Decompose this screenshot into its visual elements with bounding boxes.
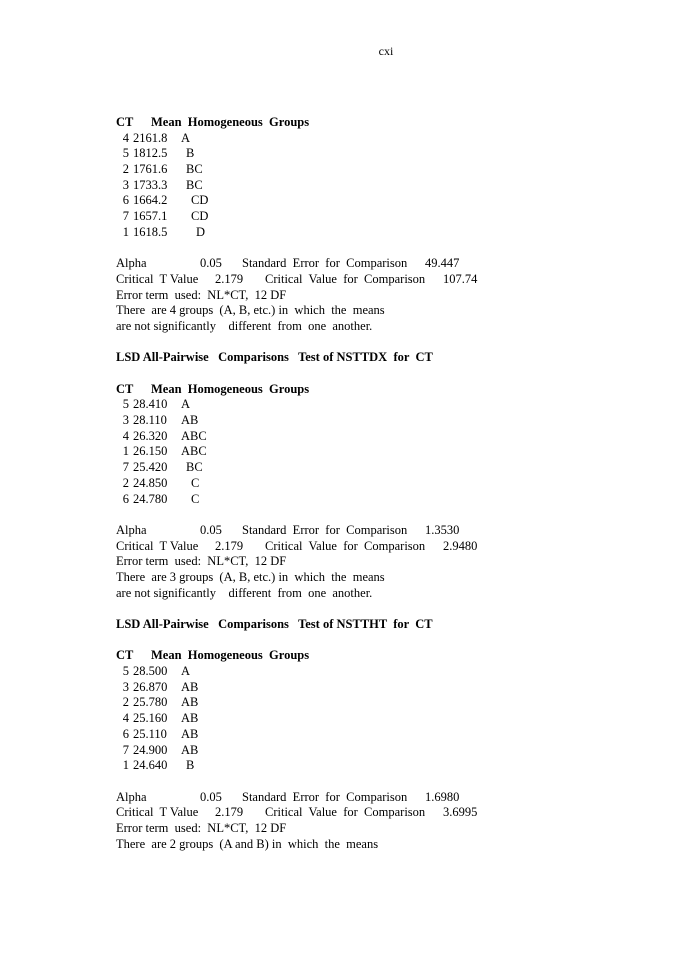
row-mean: 2161.8: [133, 130, 168, 145]
row-group: AB: [181, 711, 199, 726]
alpha-label: Alpha: [116, 256, 147, 271]
critical-t-value: 2.179: [215, 805, 244, 820]
se-value: 49.447: [425, 256, 460, 271]
header-ct: CT: [116, 648, 134, 663]
row-mean: 24.850: [133, 475, 168, 490]
row-mean: 25.110: [133, 726, 167, 741]
table-header: [116, 115, 636, 131]
row-mean: 28.500: [133, 664, 168, 679]
se-label: Standard Error for Comparison: [242, 789, 408, 804]
header-rest: Mean Homogeneous Groups: [151, 381, 310, 396]
row-ct: 5: [122, 397, 129, 412]
row-ct: 7: [122, 742, 129, 757]
row-group: C: [191, 475, 200, 490]
alpha-label: Alpha: [116, 522, 147, 537]
section-title: LSD All-Pairwise Comparisons Test of NSTTHT for CT: [116, 617, 433, 631]
row-mean: 1618.5: [133, 224, 168, 239]
header-ct: CT: [116, 381, 134, 396]
row-ct: 6: [122, 193, 129, 208]
table-row: [116, 711, 636, 727]
table-row: [116, 146, 636, 162]
row-mean: 1733.3: [133, 177, 168, 192]
alpha-row: [116, 256, 636, 272]
row-group: C: [191, 491, 200, 506]
table-row: [116, 429, 636, 445]
section-ct-groups-1: [116, 115, 636, 335]
header-rest: Mean Homogeneous Groups: [151, 648, 310, 663]
row-ct: 2: [122, 475, 129, 490]
stats-block: [116, 523, 636, 601]
row-mean: 25.160: [133, 711, 168, 726]
row-group: B: [186, 758, 195, 773]
error-term: Error term used: NL*CT, 12 DF: [116, 820, 287, 835]
table-row: [116, 444, 636, 460]
groups-note: There are 4 groups (A, B, etc.) in which the means: [116, 303, 385, 318]
row-ct: 6: [122, 726, 129, 741]
critical-t-label: Critical T Value: [116, 538, 199, 553]
groups-note-cont: are not significantly different from one another.: [116, 585, 373, 600]
row-group: CD: [191, 209, 209, 224]
alpha-row: [116, 523, 636, 539]
row-group: ABC: [181, 444, 207, 459]
row-group: BC: [186, 162, 203, 177]
groups-note-cont: are not significantly different from one another.: [116, 318, 373, 333]
stats-block: [116, 790, 636, 853]
means-table: [116, 397, 636, 507]
table-row: [116, 413, 636, 429]
row-ct: 7: [122, 460, 129, 475]
table-row: [116, 476, 636, 492]
row-group: AB: [181, 679, 199, 694]
row-ct: 4: [122, 711, 129, 726]
row-group: BC: [186, 460, 203, 475]
means-table: [116, 131, 636, 241]
section-nsttdx: [116, 350, 636, 601]
critical-value: 2.9480: [443, 538, 478, 553]
row-ct: 3: [122, 177, 129, 192]
table-row: [116, 743, 636, 759]
row-group: AB: [181, 742, 199, 757]
critical-t-value: 2.179: [215, 271, 244, 286]
row-mean: 1761.6: [133, 162, 168, 177]
row-group: ABC: [181, 428, 207, 443]
table-row: [116, 209, 636, 225]
row-ct: 3: [122, 413, 129, 428]
page-number: cxi: [378, 44, 394, 58]
table-header: [116, 382, 636, 398]
critical-t-label: Critical T Value: [116, 271, 199, 286]
means-table: [116, 664, 636, 774]
critical-t-value: 2.179: [215, 538, 244, 553]
alpha-value: 0.05: [200, 789, 222, 804]
row-ct: 2: [122, 162, 129, 177]
row-group: B: [186, 146, 195, 161]
se-value: 1.6980: [425, 789, 460, 804]
row-ct: 2: [122, 695, 129, 710]
table-row: [116, 727, 636, 743]
critical-row: [116, 272, 636, 288]
table-row: [116, 131, 636, 147]
row-mean: 25.780: [133, 695, 168, 710]
critical-value: 3.6995: [443, 805, 478, 820]
table-row: [116, 397, 636, 413]
row-mean: 24.780: [133, 491, 168, 506]
critical-row: [116, 805, 636, 821]
row-group: A: [181, 664, 191, 679]
critical-row: [116, 539, 636, 555]
header-ct: CT: [116, 115, 134, 129]
row-ct: 1: [122, 444, 129, 459]
row-mean: 26.150: [133, 444, 168, 459]
table-row: [116, 162, 636, 178]
table-row: [116, 758, 636, 774]
row-group: BC: [186, 177, 203, 192]
row-mean: 26.320: [133, 428, 168, 443]
row-ct: 4: [122, 130, 129, 145]
row-mean: 28.110: [133, 413, 167, 428]
row-mean: 28.410: [133, 397, 168, 412]
row-mean: 24.640: [133, 758, 168, 773]
se-value: 1.3530: [425, 522, 460, 537]
table-row: [116, 664, 636, 680]
groups-note: There are 3 groups (A, B, etc.) in which the means: [116, 569, 385, 584]
table-row: [116, 193, 636, 209]
row-group: A: [181, 130, 191, 145]
section-title: LSD All-Pairwise Comparisons Test of NSTTDX for CT: [116, 350, 433, 365]
row-group: AB: [181, 413, 199, 428]
row-ct: 4: [122, 428, 129, 443]
error-term: Error term used: NL*CT, 12 DF: [116, 287, 287, 302]
row-ct: 6: [122, 491, 129, 506]
alpha-row: [116, 790, 636, 806]
row-mean: 1657.1: [133, 209, 168, 224]
alpha-value: 0.05: [200, 256, 222, 271]
document-body: [116, 115, 636, 852]
error-term: Error term used: NL*CT, 12 DF: [116, 554, 287, 569]
table-header: [116, 648, 636, 664]
critical-value-label: Critical Value for Comparison: [265, 538, 426, 553]
table-row: [116, 695, 636, 711]
critical-value: 107.74: [443, 271, 478, 286]
critical-value-label: Critical Value for Comparison: [265, 271, 426, 286]
row-mean: 26.870: [133, 679, 168, 694]
row-group: D: [196, 224, 206, 239]
row-ct: 3: [122, 679, 129, 694]
table-row: [116, 460, 636, 476]
alpha-value: 0.05: [200, 522, 222, 537]
row-mean: 1664.2: [133, 193, 168, 208]
row-group: CD: [191, 193, 209, 208]
row-ct: 7: [122, 209, 129, 224]
row-mean: 24.900: [133, 742, 168, 757]
row-group: AB: [181, 695, 199, 710]
row-mean: 1812.5: [133, 146, 168, 161]
row-group: A: [181, 397, 191, 412]
row-group: AB: [181, 726, 199, 741]
row-ct: 1: [122, 758, 129, 773]
alpha-label: Alpha: [116, 789, 147, 804]
row-ct: 5: [122, 664, 129, 679]
stats-block: [116, 256, 636, 334]
header-rest: Mean Homogeneous Groups: [151, 115, 310, 129]
groups-note: There are 2 groups (A and B) in which the means: [116, 836, 379, 851]
table-row: [116, 178, 636, 194]
critical-value-label: Critical Value for Comparison: [265, 805, 426, 820]
row-mean: 25.420: [133, 460, 168, 475]
table-row: [116, 492, 636, 508]
se-label: Standard Error for Comparison: [242, 256, 408, 271]
table-row: [116, 225, 636, 241]
se-label: Standard Error for Comparison: [242, 522, 408, 537]
critical-t-label: Critical T Value: [116, 805, 199, 820]
table-row: [116, 680, 636, 696]
row-ct: 1: [122, 224, 129, 239]
row-ct: 5: [122, 146, 129, 161]
section-nsttht: [116, 617, 636, 852]
